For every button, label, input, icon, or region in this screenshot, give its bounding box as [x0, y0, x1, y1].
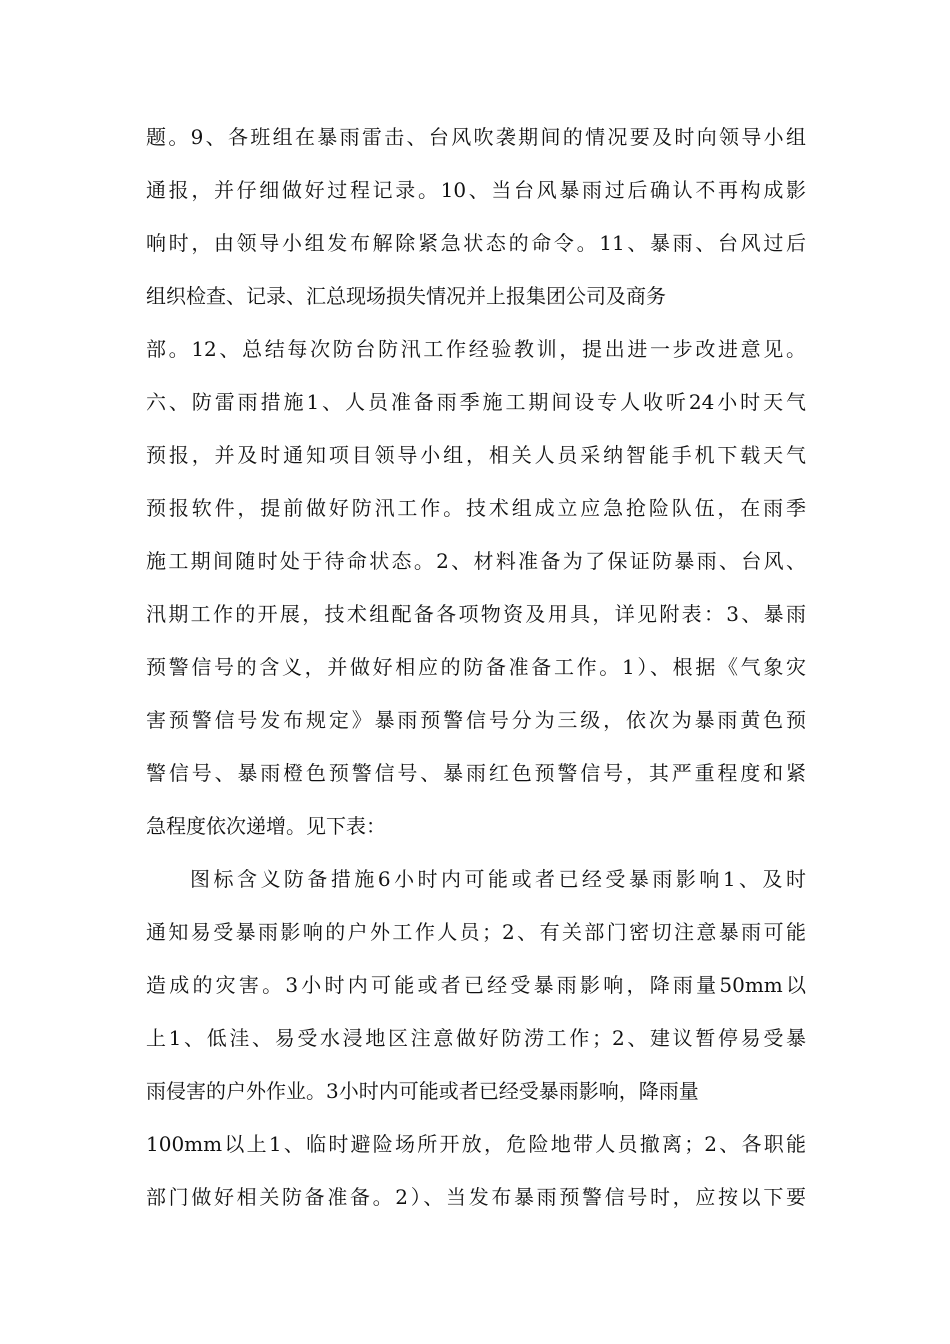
text-line: 预报，并及时通知项目领导小组，相关人员采纳智能手机下载天气 [146, 443, 806, 467]
text-line: 通报，并仔细做好过程记录。10、当台风暴雨过后确认不再构成影 [146, 178, 806, 202]
text-line: 题。9、各班组在暴雨雷击、台风吹袭期间的情况要及时向领导小组 [146, 125, 806, 149]
text-line: 雨侵害的户外作业。3小时内可能或者已经受暴雨影响，降雨量 [146, 1079, 699, 1103]
text-line: 汛期工作的开展，技术组配备各项物资及用具，详见附表：3、暴雨 [146, 602, 806, 626]
text-line: 部。12、总结每次防台防汛工作经验教训，提出进一步改进意见。 [146, 337, 806, 361]
paragraph-first-line: 图标含义防备措施6小时内可能或者已经受暴雨影响1、及时 [190, 867, 806, 891]
text-line: 警信号、暴雨橙色预警信号、暴雨红色预警信号，其严重程度和紧 [146, 761, 806, 785]
text-line: 100mm以上1、临时避险场所开放，危险地带人员撤离；2、各职能 [146, 1132, 806, 1156]
text-line: 预警信号的含义，并做好相应的防备准备工作。1）、根据《气象灾 [146, 655, 806, 679]
text-line: 响时，由领导小组发布解除紧急状态的命令。11、暴雨、台风过后 [146, 231, 806, 255]
text-line: 通知易受暴雨影响的户外工作人员；2、有关部门密切注意暴雨可能 [146, 920, 806, 944]
text-line: 组织检查、记录、汇总现场损失情况并上报集团公司及商务 [146, 284, 666, 308]
text-line: 部门做好相关防备准备。2）、当发布暴雨预警信号时，应按以下要 [146, 1185, 806, 1209]
text-line: 造成的灾害。3小时内可能或者已经受暴雨影响，降雨量50mm以 [146, 973, 806, 997]
text-line: 施工期间随时处于待命状态。2、材料准备为了保证防暴雨、台风、 [146, 549, 806, 573]
text-line: 害预警信号发布规定》暴雨预警信号分为三级，依次为暴雨黄色预 [146, 708, 806, 732]
text-line: 预报软件，提前做好防汛工作。技术组成立应急抢险队伍，在雨季 [146, 496, 806, 520]
text-line: 上1、低洼、易受水浸地区注意做好防涝工作；2、建议暂停易受暴 [146, 1026, 806, 1050]
text-line: 急程度依次递增。见下表： [146, 814, 386, 838]
text-line: 六、防雷雨措施1、人员准备雨季施工期间设专人收听24小时天气 [146, 390, 806, 414]
